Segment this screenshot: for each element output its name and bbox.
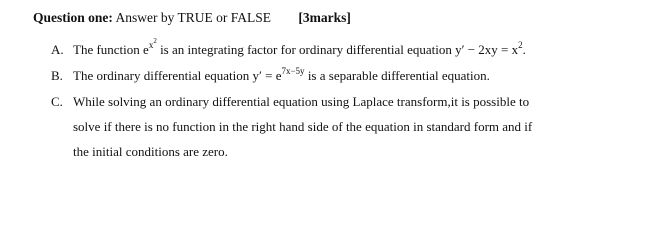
item-b-letter: B. [51,68,63,83]
item-b-text-1: The ordinary differential equation y′ = e [73,68,282,83]
item-a-text-3: . [522,42,526,57]
question-header [33,10,351,26]
item-c [51,94,529,110]
item-a-text-1: The function e [73,42,149,57]
item-b [51,65,490,84]
item-a-letter: A. [51,42,64,57]
question-marks: [3marks] [298,10,351,25]
item-c-line-2: solve if there is no function in the right hand side of the equation in standard form and if [73,119,533,134]
item-a-text-2: is an integrating factor for ordinary differential equation y′ − 2xy = x [156,42,519,57]
item-c-letter: C. [51,94,63,109]
item-a-exponent [148,36,157,50]
item-b-text-2: is a separable differential equation. [304,68,490,83]
item-a [51,36,526,58]
item-b-exponent: 7x−5y [281,65,305,76]
question-instruction: Answer by TRUE or FALSE [115,10,272,25]
item-a-rhs-power: 2 [518,39,523,50]
item-a-exponent-base: x [148,39,154,50]
item-c-line-3: the initial conditions are zero. [73,144,228,159]
item-c-line-1: While solving an ordinary differential equation using Laplace transform,it is possible to [73,94,530,109]
item-a-exponent-power: 2 [153,36,157,45]
question-label: Question one: [33,10,113,25]
